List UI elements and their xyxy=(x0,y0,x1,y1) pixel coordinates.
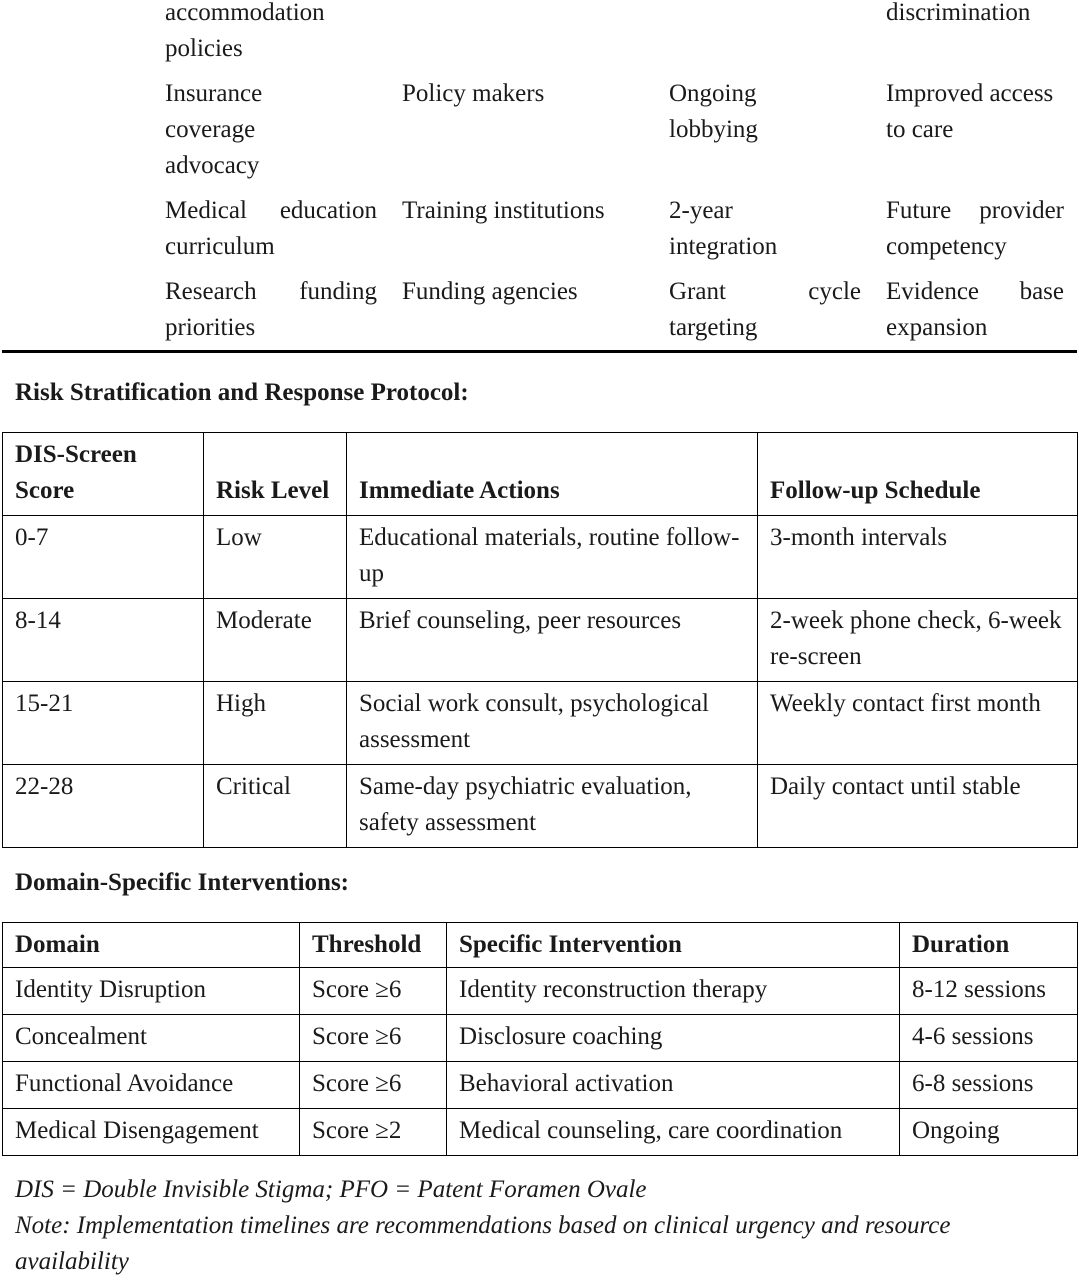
table-cell: 8-14 xyxy=(3,599,204,682)
table-cell: 4-6 sessions xyxy=(900,1015,1078,1062)
table-row xyxy=(3,599,1078,682)
section-heading: Risk Stratification and Response Protocol: xyxy=(15,379,469,406)
table-cell: Policy makers xyxy=(402,80,545,107)
table-cell: 15-21 xyxy=(3,682,204,765)
table-cell: High xyxy=(204,682,347,765)
table-cell: Research funding priorities xyxy=(165,278,377,341)
table-cell: Score ≥6 xyxy=(300,1015,447,1062)
table-cell: Medical counseling, care coordination xyxy=(447,1109,900,1156)
table-cell: Functional Avoidance xyxy=(3,1062,300,1109)
table-cell: Funding agencies xyxy=(402,278,578,305)
implementation-note: Note: Implementation timelines are recommendations based on clinical urgency and resource availability xyxy=(15,1212,951,1275)
table-cell: 22-28 xyxy=(3,765,204,848)
table-cell: 3-month intervals xyxy=(758,516,1078,599)
column-header: Threshold xyxy=(300,923,447,968)
table-cell: 8-12 sessions xyxy=(900,968,1078,1015)
column-header: Duration xyxy=(900,923,1078,968)
table-cell: discrimination xyxy=(886,0,1031,26)
table-cell: Concealment xyxy=(3,1015,300,1062)
column-header: Follow-up Schedule xyxy=(758,433,1078,516)
table-cell: Ongoing lobbying xyxy=(669,80,758,143)
table-row xyxy=(3,1062,1078,1109)
table-row xyxy=(3,968,1078,1015)
column-header: Specific Intervention xyxy=(447,923,900,968)
table-cell: 2-year integration xyxy=(669,197,778,260)
table-cell: Weekly contact first month xyxy=(758,682,1078,765)
table-row xyxy=(3,765,1078,848)
column-header: Risk Level xyxy=(204,433,347,516)
table-cell: Educational materials, routine follow-up xyxy=(347,516,758,599)
table-header-row xyxy=(3,433,1078,516)
table-cell: Improved access to care xyxy=(886,80,1054,143)
table-row xyxy=(3,682,1078,765)
table-row xyxy=(3,516,1078,599)
abbreviations-note: DIS = Double Invisible Stigma; PFO = Patent Foramen Ovale xyxy=(15,1176,647,1203)
column-header: DIS-Screen Score xyxy=(3,433,204,516)
table-cell: Daily contact until stable xyxy=(758,765,1078,848)
domain-table xyxy=(2,922,1078,1156)
table-cell: Training institutions xyxy=(402,197,605,224)
table-cell: Medical education curriculum xyxy=(165,197,377,260)
risk-table xyxy=(2,432,1078,848)
table-bottom-rule xyxy=(2,350,1077,353)
table-header-row xyxy=(3,923,1078,968)
table-cell: 2-week phone check, 6-week re-screen xyxy=(758,599,1078,682)
table-cell: Future provider competency xyxy=(886,197,1064,260)
section-heading: Domain-Specific Interventions: xyxy=(15,869,349,896)
table-cell: Behavioral activation xyxy=(447,1062,900,1109)
table-cell: Score ≥6 xyxy=(300,968,447,1015)
table-cell: Moderate xyxy=(204,599,347,682)
table-cell: Insurance coverage advocacy xyxy=(165,80,263,179)
table-row xyxy=(3,1015,1078,1062)
table-cell: Grant cycle targeting xyxy=(669,278,861,341)
table-cell: Social work consult, psychological assessment xyxy=(347,682,758,765)
table-cell: Low xyxy=(204,516,347,599)
table-cell: accommodation policies xyxy=(165,0,325,62)
table-cell: 0-7 xyxy=(3,516,204,599)
table-cell: Critical xyxy=(204,765,347,848)
column-header: Domain xyxy=(3,923,300,968)
table-cell: Disclosure coaching xyxy=(447,1015,900,1062)
table-cell: Score ≥2 xyxy=(300,1109,447,1156)
table-cell: Score ≥6 xyxy=(300,1062,447,1109)
column-header: Immediate Actions xyxy=(347,433,758,516)
table-cell: Same-day psychiatric evaluation, safety assessment xyxy=(347,765,758,848)
table-cell: Identity Disruption xyxy=(3,968,300,1015)
table-cell: Brief counseling, peer resources xyxy=(347,599,758,682)
table-cell: Identity reconstruction therapy xyxy=(447,968,900,1015)
table-cell: Evidence base expansion xyxy=(886,278,1064,341)
table-row xyxy=(3,1109,1078,1156)
table-cell: Ongoing xyxy=(900,1109,1078,1156)
table-cell: 6-8 sessions xyxy=(900,1062,1078,1109)
table-cell: Medical Disengagement xyxy=(3,1109,300,1156)
